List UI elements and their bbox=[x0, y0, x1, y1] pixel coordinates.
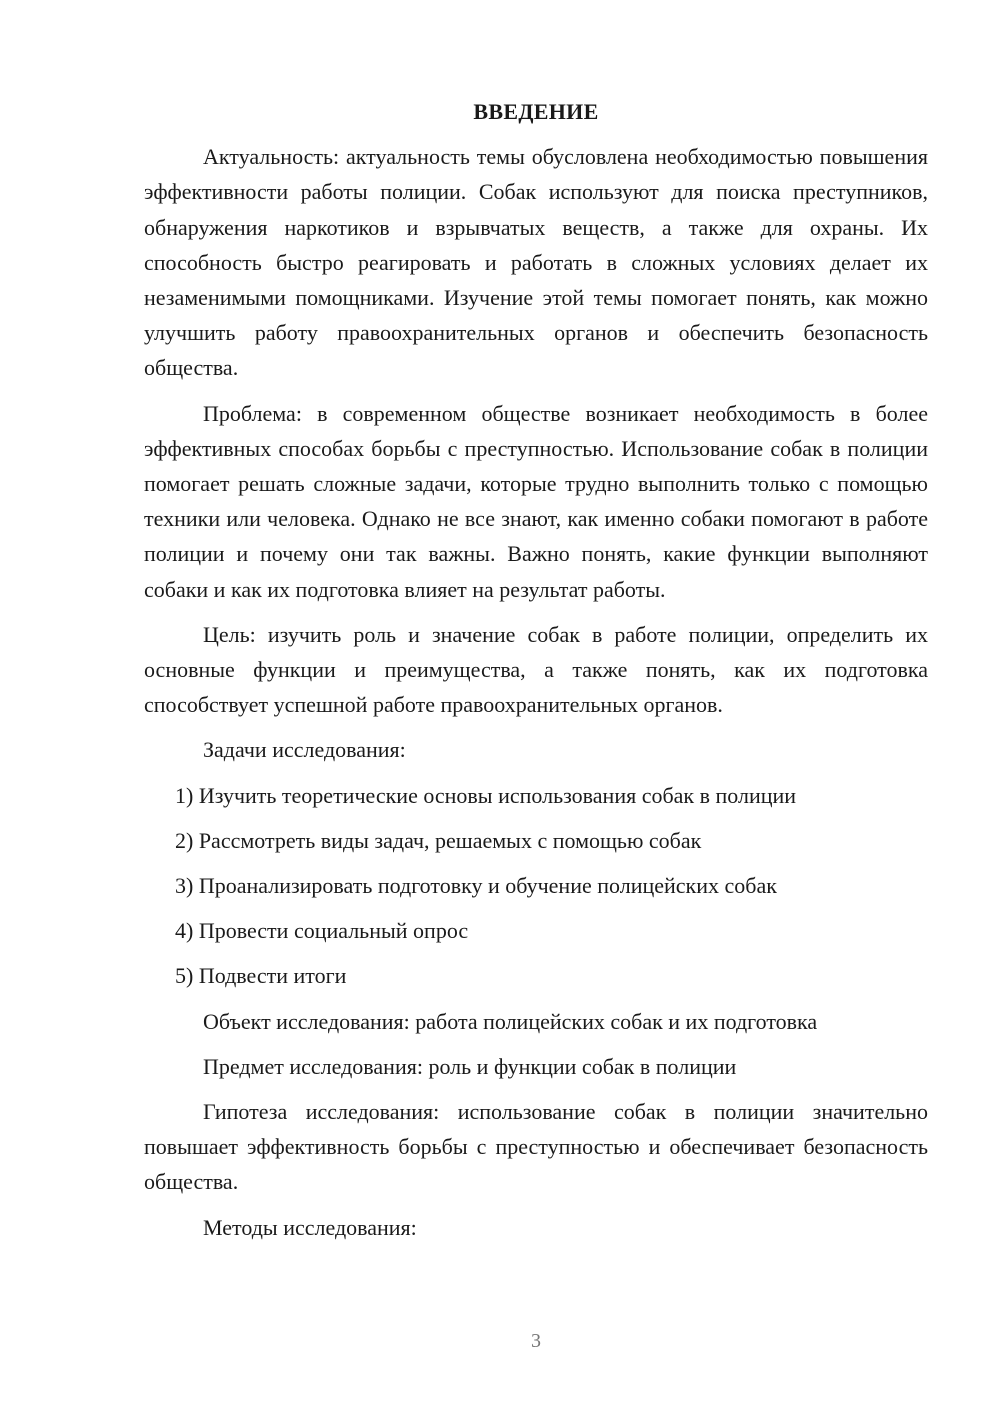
methods-label: Методы исследования: bbox=[203, 1214, 417, 1240]
list-item: 5) Подвести итоги bbox=[175, 963, 347, 989]
research-subject: Предмет исследования: роль и функции собак в полиции bbox=[203, 1053, 737, 1079]
list-item: 1) Изучить теоретические основы использования собак в полиции bbox=[175, 782, 797, 808]
list-item: 4) Провести социальный опрос bbox=[175, 918, 469, 944]
research-object: Объект исследования: работа полицейских собак и их подготовка bbox=[203, 1008, 818, 1034]
tasks-label: Задачи исследования: bbox=[203, 737, 406, 763]
page-content bbox=[144, 94, 928, 1255]
paragraph-problem: Проблема: в современном обществе возникает необходимость в более эффективных способах борьбы с преступностью. Использование собак в полиции помогает решать сложные задачи, которые трудно выполнить только с помощью техники или человека. Однако не все знают, как именно собаки помогают в работе полиции и почему они так важны. Важно понять, какие функции выполняют собаки и как их подготовка влияет на результат работы. bbox=[144, 400, 928, 602]
tasks-list bbox=[144, 778, 928, 994]
list-item: 3) Проанализировать подготовку и обучение полицейских собак bbox=[175, 873, 777, 899]
page-number: 3 bbox=[531, 1330, 541, 1352]
list-item: 2) Рассмотреть виды задач, решаемых с помощью собак bbox=[175, 827, 702, 853]
section-heading: ВВЕДЕНИЕ bbox=[473, 99, 599, 124]
paragraph-goal: Цель: изучить роль и значение собак в работе полиции, определить их основные функции и преимущества, а также понять, как их подготовка способствует успешной работе правоохранительных органов. bbox=[144, 621, 928, 718]
paragraph-relevance: Актуальность: актуальность темы обусловлена необходимостью повышения эффективности работы полиции. Собак используют для поиска преступников, обнаружения наркотиков и взрывчатых веществ, а также для охраны. Их способность быстро реагировать и работать в сложных условиях делает их незаменимыми помощниками. Изучение этой темы помогает понять, как можно улучшить работу правоохранительных органов и обеспечить безопасность общества. bbox=[144, 144, 928, 381]
research-hypothesis: Гипотеза исследования: использование собак в полиции значительно повышает эффективность борьбы с преступностью и обеспечивает безопасность общества. bbox=[144, 1099, 928, 1195]
